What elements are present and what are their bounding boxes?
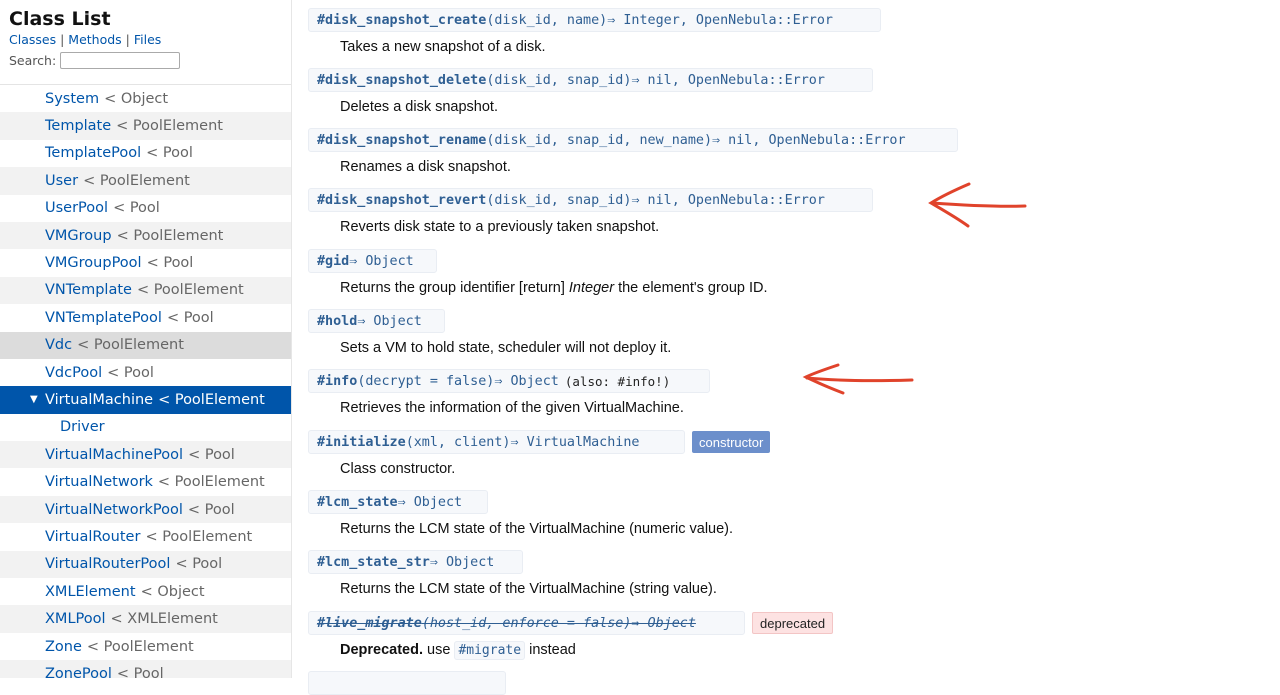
- superclass-label: < PoolElement: [157, 474, 265, 491]
- method-return: ⇒ nil, OpenNebula::Error: [631, 192, 825, 208]
- sidebar-item[interactable]: [0, 277, 291, 304]
- nav-separator: |: [60, 32, 65, 47]
- superclass-label: < Pool: [146, 255, 194, 272]
- class-name-link[interactable]: VNTemplatePool: [45, 309, 162, 326]
- method-return: ⇒ nil, OpenNebula::Error: [712, 132, 906, 148]
- class-list: [0, 72, 291, 678]
- method-signature[interactable]: [308, 8, 881, 32]
- class-name-link[interactable]: VdcPool: [45, 364, 103, 381]
- class-name-link[interactable]: System: [45, 90, 100, 107]
- method-return: ⇒ VirtualMachine: [510, 434, 640, 450]
- sidebar-item[interactable]: [0, 578, 291, 605]
- sidebar-item[interactable]: [0, 660, 291, 678]
- method-signature[interactable]: [308, 128, 958, 152]
- superclass-label: < PoolElement: [158, 391, 265, 408]
- method-signature[interactable]: [308, 188, 873, 212]
- nav-methods-link[interactable]: Methods: [68, 32, 122, 47]
- method-description: Retrieves the information of the given VirtualMachine.: [340, 400, 684, 416]
- annotation-arrow-info: [800, 362, 916, 396]
- class-name-link[interactable]: Driver: [60, 419, 105, 436]
- sidebar-item[interactable]: [0, 605, 291, 632]
- nav-files-link[interactable]: Files: [133, 32, 162, 47]
- sidebar-item-active[interactable]: [0, 386, 291, 413]
- method-description: Returns the LCM state of the VirtualMachine (numeric value).: [340, 521, 734, 537]
- method-name: #gid: [317, 253, 350, 269]
- search-row: [9, 52, 282, 69]
- sidebar-item[interactable]: [0, 167, 291, 194]
- deprecated-label: Deprecated.: [340, 642, 424, 658]
- description-text: Returns the group identifier [return]: [340, 280, 569, 296]
- sidebar-nav: [9, 32, 282, 47]
- method-params: (disk_id, snap_id): [486, 192, 632, 208]
- sidebar-item[interactable]: [0, 332, 291, 359]
- method-description: Class constructor.: [340, 461, 456, 477]
- method-return: ⇒ Object: [397, 494, 463, 510]
- class-name-link[interactable]: VMGroupPool: [45, 255, 142, 272]
- sidebar-item[interactable]: [0, 140, 291, 167]
- sidebar-item[interactable]: [0, 249, 291, 276]
- superclass-label: < XMLElement: [110, 611, 218, 628]
- method-list: [292, 0, 1280, 678]
- class-name-link[interactable]: TemplatePool: [45, 145, 142, 162]
- superclass-label: < Pool: [188, 446, 235, 463]
- superclass-label: < Pool: [175, 556, 223, 573]
- method-params: (xml, client): [405, 434, 511, 450]
- method-return: ⇒ Object: [494, 373, 559, 389]
- sidebar-item[interactable]: [0, 468, 291, 495]
- sidebar-item[interactable]: [0, 633, 291, 660]
- superclass-label: < PoolElement: [86, 638, 194, 655]
- superclass-label: < Pool: [166, 309, 214, 326]
- method-name: #lcm_state: [317, 494, 398, 510]
- method-description: [340, 642, 576, 658]
- method-name: #disk_snapshot_revert: [317, 192, 487, 208]
- description-text: the element's group ID.: [614, 280, 768, 296]
- method-name: #initialize: [317, 434, 406, 450]
- method-params: (host_id, enforce = false): [421, 615, 632, 631]
- class-name-link[interactable]: VirtualRouterPool: [45, 556, 171, 573]
- method-signature[interactable]: [308, 550, 523, 574]
- method-description: Reverts disk state to a previously taken snapshot.: [340, 219, 660, 235]
- class-name-link[interactable]: VirtualNetwork: [45, 474, 153, 491]
- class-name-link[interactable]: User: [45, 172, 79, 189]
- sidebar-item[interactable]: [0, 112, 291, 139]
- method-params: (disk_id, snap_id): [486, 72, 632, 88]
- sidebar-item[interactable]: [0, 85, 291, 112]
- constructor-badge: constructor: [692, 431, 770, 453]
- sidebar-item[interactable]: [0, 222, 291, 249]
- method-return: ⇒ Object: [631, 615, 696, 631]
- nav-classes-link[interactable]: Classes: [9, 32, 57, 47]
- description-text: use: [423, 642, 455, 658]
- method-name: #hold: [317, 313, 358, 329]
- class-name-link[interactable]: VMGroup: [45, 227, 112, 244]
- sidebar-item[interactable]: [0, 523, 291, 550]
- superclass-label: < Object: [104, 90, 169, 107]
- method-description: Deletes a disk snapshot.: [340, 99, 498, 115]
- method-name: #lcm_state_str: [317, 554, 430, 570]
- description-type: Integer: [568, 280, 615, 296]
- search-input[interactable]: [60, 52, 180, 69]
- method-return: ⇒ Integer, OpenNebula::Error: [607, 12, 833, 28]
- superclass-label: < PoolElement: [77, 337, 184, 354]
- sidebar-item[interactable]: [0, 496, 291, 523]
- method-description: Returns the LCM state of the VirtualMachine (string value).: [340, 581, 717, 597]
- class-name-link[interactable]: XMLPool: [45, 611, 106, 628]
- method-signature[interactable]: [308, 68, 873, 92]
- method-description: Takes a new snapshot of a disk.: [340, 39, 546, 55]
- description-text: instead: [525, 642, 576, 658]
- method-return: ⇒ Object: [429, 554, 495, 570]
- method-signature-partial[interactable]: [308, 671, 506, 695]
- method-name: #disk_snapshot_delete: [317, 72, 487, 88]
- class-name-link[interactable]: Template: [45, 118, 112, 135]
- class-name-link[interactable]: VirtualMachine: [45, 391, 154, 408]
- class-name-link[interactable]: XMLElement: [45, 583, 136, 600]
- sidebar-title: Class List: [9, 8, 111, 30]
- list-item-partial: [0, 72, 291, 85]
- method-name: #disk_snapshot_create: [317, 12, 487, 28]
- method-signature[interactable]: [308, 369, 710, 393]
- method-signature[interactable]: [308, 490, 488, 514]
- superclass-label: < Pool: [107, 364, 154, 381]
- class-name-link[interactable]: Vdc: [45, 337, 73, 354]
- method-params: (disk_id, snap_id, new_name): [486, 132, 713, 148]
- method-return: ⇒ Object: [349, 253, 414, 269]
- method-params: (disk_id, name): [486, 12, 608, 28]
- class-name-link[interactable]: VirtualNetworkPool: [45, 501, 183, 518]
- superclass-label: < PoolElement: [145, 528, 253, 545]
- superclass-label: < Pool: [116, 665, 164, 678]
- superclass-label: < PoolElement: [116, 227, 224, 244]
- sidebar-item[interactable]: [0, 195, 291, 222]
- search-label: Search:: [9, 53, 57, 68]
- superclass-label: < Object: [140, 583, 205, 600]
- method-signature[interactable]: [308, 309, 445, 333]
- annotation-arrow-disk-snapshot-revert: [925, 180, 1029, 230]
- superclass-label: < PoolElement: [83, 172, 190, 189]
- deprecated-badge: deprecated: [752, 612, 833, 634]
- class-name-link[interactable]: VirtualRouter: [45, 528, 141, 545]
- method-description: Renames a disk snapshot.: [340, 159, 511, 175]
- method-signature[interactable]: [308, 611, 745, 635]
- sidebar-item[interactable]: [0, 359, 291, 386]
- method-description: Sets a VM to hold state, scheduler will not deploy it.: [340, 340, 672, 356]
- method-alias: (also: #info!): [564, 373, 671, 389]
- superclass-label: < Pool: [113, 200, 160, 217]
- sidebar-item[interactable]: [0, 304, 291, 331]
- superclass-label: < PoolElement: [116, 118, 223, 135]
- method-return: ⇒ nil, OpenNebula::Error: [631, 72, 825, 88]
- method-name: #info: [317, 373, 358, 389]
- class-name-link[interactable]: Zone: [45, 638, 82, 655]
- method-params: (decrypt = false): [357, 373, 495, 389]
- superclass-label: < PoolElement: [136, 282, 244, 299]
- class-name-link[interactable]: ZonePool: [45, 665, 112, 678]
- sidebar: [0, 0, 292, 678]
- migrate-link[interactable]: #migrate: [454, 641, 525, 660]
- class-name-link[interactable]: VNTemplate: [45, 282, 132, 299]
- sidebar-item[interactable]: [0, 441, 291, 468]
- class-name-link[interactable]: VirtualMachinePool: [45, 446, 184, 463]
- sidebar-item[interactable]: [0, 551, 291, 578]
- nav-separator: |: [125, 32, 130, 47]
- sidebar-header: [0, 0, 291, 70]
- method-signature[interactable]: [308, 249, 437, 273]
- method-description: [340, 280, 768, 296]
- class-name-link[interactable]: UserPool: [45, 200, 109, 217]
- superclass-label: < Pool: [187, 501, 235, 518]
- method-return: ⇒ Object: [357, 313, 422, 329]
- method-signature[interactable]: [308, 430, 685, 454]
- superclass-label: < Pool: [146, 145, 193, 162]
- method-name: #disk_snapshot_rename: [317, 132, 487, 148]
- sidebar-item[interactable]: [0, 414, 291, 441]
- expand-triangle-icon[interactable]: ▼: [30, 394, 38, 406]
- method-name: #live_migrate: [317, 615, 422, 631]
